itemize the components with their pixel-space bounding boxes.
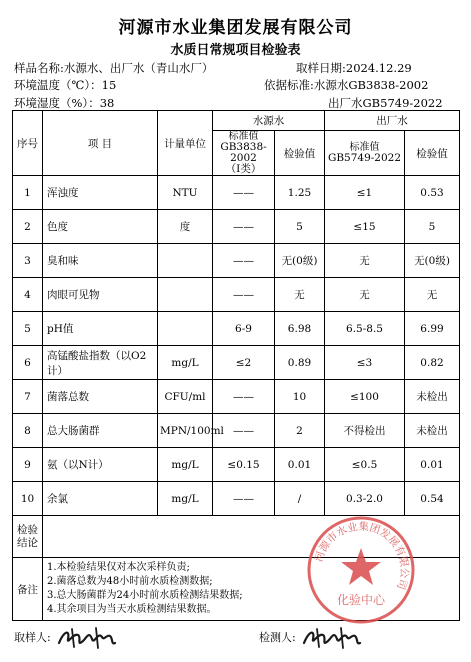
row-unit: NTU — [158, 176, 213, 210]
row-number: 3 — [13, 244, 43, 278]
group-header-treated-water: 出厂水 — [325, 111, 460, 131]
treated-standard-code: GB5749-2022 — [327, 152, 402, 164]
row-item: 肉眼可见物 — [43, 278, 158, 312]
table-header-row — [13, 111, 460, 131]
row-number: 5 — [13, 312, 43, 346]
lab-seal-stamp — [305, 514, 417, 626]
ambient-humidity — [14, 95, 114, 111]
row-treated-value: 0.54 — [405, 482, 460, 516]
column-header-no: 序号 — [13, 111, 43, 176]
row-treated-standard: 6.5-8.5 — [325, 312, 405, 346]
row-treated-standard: ≤15 — [325, 210, 405, 244]
row-unit — [158, 278, 213, 312]
row-treated-value: 5 — [405, 210, 460, 244]
sampling-date — [296, 60, 412, 76]
company-name: 河源市水业集团发展有限公司 — [118, 18, 353, 38]
basis-standard — [264, 77, 428, 93]
row-unit — [158, 244, 213, 278]
row-treated-value: 0.01 — [405, 448, 460, 482]
row-item: 色度 — [43, 210, 158, 244]
row-unit: mg/L — [158, 346, 213, 380]
table-row — [13, 414, 460, 448]
row-source-value: 10 — [275, 380, 325, 414]
row-treated-standard: ≤1 — [325, 176, 405, 210]
row-treated-standard: ≤3 — [325, 346, 405, 380]
row-treated-standard: 无 — [325, 278, 405, 312]
document-title: 水质日常规项目检验表 — [170, 43, 301, 58]
temperature-value: 15 — [101, 78, 117, 92]
row-source-value: 0.01 — [275, 448, 325, 482]
basis-source-standard: 水源水GB3838-2002 — [313, 78, 429, 92]
date-label: 取样日期: — [296, 61, 346, 75]
source-standard-code: GB3838-2002 — [220, 141, 267, 164]
sample-value: 水源水、出厂水（青山水厂） — [63, 61, 214, 75]
row-treated-value: 0.53 — [405, 176, 460, 210]
column-header-source-measured: 检验值 — [275, 131, 325, 176]
row-treated-value: 未检出 — [405, 380, 460, 414]
column-header-source-standard — [213, 131, 275, 176]
row-number: 8 — [13, 414, 43, 448]
row-item: 高锰酸盐指数（以O2计） — [43, 346, 158, 380]
row-treated-standard: 不得检出 — [325, 414, 405, 448]
remark-line: 3.总大肠菌群为24小时前水质检测结果数据; — [47, 590, 243, 601]
row-item: 浑浊度 — [43, 176, 158, 210]
row-item: pH值 — [43, 312, 158, 346]
row-source-value: 0.89 — [275, 346, 325, 380]
row-unit: 度 — [158, 210, 213, 244]
table-row — [13, 380, 460, 414]
ambient-temperature — [14, 77, 116, 93]
table-row — [13, 346, 460, 380]
table-row — [13, 312, 460, 346]
row-treated-value: 未检出 — [405, 414, 460, 448]
row-number: 6 — [13, 346, 43, 380]
humidity-separator: ： — [88, 96, 100, 110]
stamp-ring-text: 河源市水业集团发展有限公司 — [312, 520, 411, 591]
remarks-label: 备注 — [13, 558, 43, 621]
row-treated-value: 0.82 — [405, 346, 460, 380]
stamp-center-text: 化验中心 — [336, 593, 386, 607]
humidity-value: 38 — [99, 96, 115, 110]
row-unit: mg/L — [158, 482, 213, 516]
row-source-standard: —— — [213, 278, 275, 312]
basis-treated-standard: 出厂水GB5749-2022 — [328, 96, 443, 110]
row-source-value: 5 — [275, 210, 325, 244]
source-standard-class: （Ⅰ类） — [225, 163, 262, 175]
row-source-standard: —— — [213, 176, 275, 210]
row-treated-value: 6.99 — [405, 312, 460, 346]
row-source-standard: —— — [213, 380, 275, 414]
row-unit — [158, 312, 213, 346]
conclusion-label: 检验结论 — [13, 516, 43, 558]
sampler-signature — [56, 625, 118, 651]
row-treated-standard: 无 — [325, 244, 405, 278]
row-source-standard: —— — [213, 482, 275, 516]
table-row — [13, 482, 460, 516]
column-header-treated-standard — [325, 131, 405, 176]
column-header-item: 项 目 — [43, 111, 158, 176]
star-icon — [341, 548, 381, 585]
date-value: 2024.12.29 — [345, 61, 412, 75]
sampler-label: 取样人: — [14, 631, 51, 644]
row-item: 余氯 — [43, 482, 158, 516]
row-number: 2 — [13, 210, 43, 244]
tester-label: 检测人: — [259, 631, 296, 644]
sample-label: 样品名称: — [14, 61, 64, 75]
row-source-value: 无 — [275, 278, 325, 312]
tester-signature — [301, 625, 363, 651]
basis-label: 依据标准: — [264, 78, 314, 92]
row-source-standard: —— — [213, 244, 275, 278]
row-number: 1 — [13, 176, 43, 210]
row-unit: MPN/100ml — [158, 414, 213, 448]
row-source-standard: ≤2 — [213, 346, 275, 380]
row-unit: CFU/ml — [158, 380, 213, 414]
table-row — [13, 278, 460, 312]
remark-line: 4.其余项目为当天水质检测结果数据。 — [47, 604, 217, 615]
row-number: 10 — [13, 482, 43, 516]
row-source-value: / — [275, 482, 325, 516]
row-source-value: 无(0级) — [275, 244, 325, 278]
treated-standard-title: 标准值 — [349, 142, 380, 153]
sample-name — [14, 60, 213, 76]
row-source-value: 1.25 — [275, 176, 325, 210]
row-item: 总大肠菌群 — [43, 414, 158, 448]
row-treated-value: 无 — [405, 278, 460, 312]
column-header-treated-measured: 检验值 — [405, 131, 460, 176]
row-treated-value: 无(0级) — [405, 244, 460, 278]
humidity-label: 环境湿度（%） — [14, 96, 89, 110]
row-number: 4 — [13, 278, 43, 312]
sampler-signature-area — [14, 625, 118, 651]
source-standard-title: 标准值 — [228, 131, 259, 142]
row-unit: mg/L — [158, 448, 213, 482]
temperature-label: 环境温度（℃）： — [14, 78, 102, 92]
table-row — [13, 176, 460, 210]
row-item: 臭和味 — [43, 244, 158, 278]
row-item: 氨（以N计） — [43, 448, 158, 482]
row-treated-standard: ≤100 — [325, 380, 405, 414]
table-row — [13, 244, 460, 278]
row-source-standard: —— — [213, 210, 275, 244]
row-number: 7 — [13, 380, 43, 414]
row-source-value: 6.98 — [275, 312, 325, 346]
column-header-unit: 计量单位 — [158, 111, 213, 176]
row-treated-standard: ≤0.5 — [325, 448, 405, 482]
row-source-value: 2 — [275, 414, 325, 448]
row-number: 9 — [13, 448, 43, 482]
remark-line: 1.本检验结果仅对本次采样负责; — [47, 562, 190, 573]
row-item: 菌落总数 — [43, 380, 158, 414]
table-row — [13, 210, 460, 244]
row-source-standard: —— — [213, 414, 275, 448]
remark-line: 2.菌落总数为48小时前水质检测数据; — [47, 576, 213, 587]
tester-signature-area — [259, 625, 363, 651]
group-header-source-water: 水源水 — [213, 111, 325, 131]
row-treated-standard: 0.3-2.0 — [325, 482, 405, 516]
table-row — [13, 448, 460, 482]
row-source-standard: ≤0.15 — [213, 448, 275, 482]
row-source-standard: 6-9 — [213, 312, 275, 346]
